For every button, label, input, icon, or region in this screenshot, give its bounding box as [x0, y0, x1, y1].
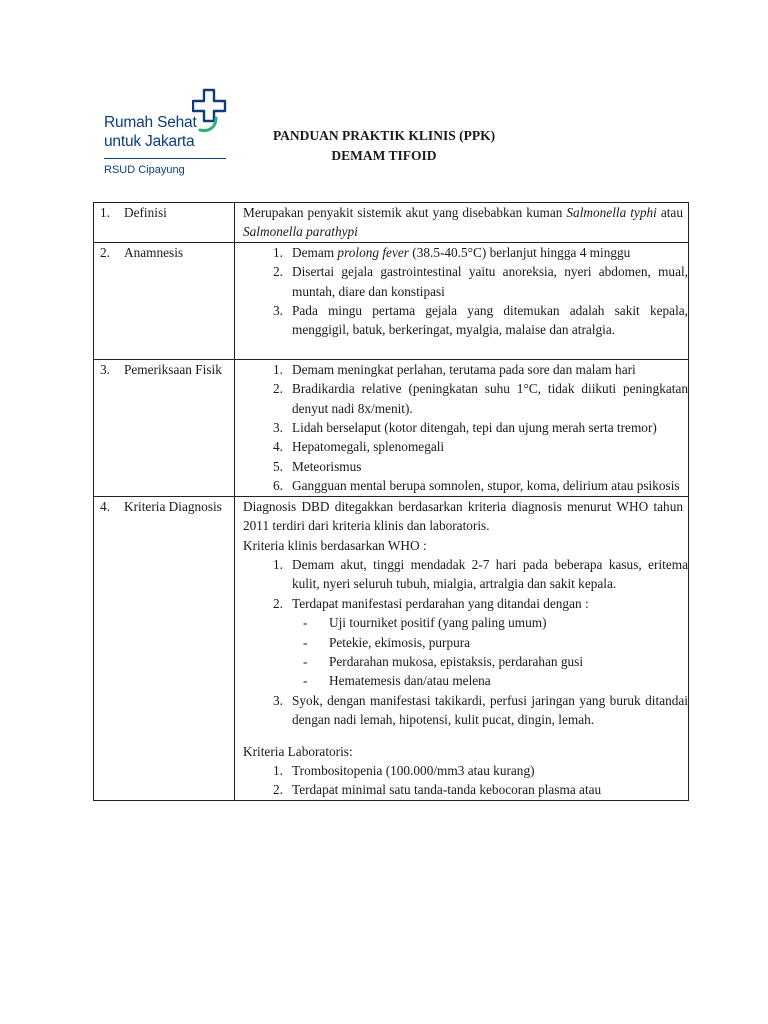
row-content-cell — [235, 203, 689, 243]
table-row-anamnesis — [94, 242, 689, 359]
sub-item-text: Petekie, ekimosis, purpura — [329, 634, 471, 650]
definition-italic-2: Salmonella parathypi — [243, 224, 358, 240]
logo-subtitle: RSUD Cipayung — [104, 164, 185, 176]
item-text: Lidah berselaput (kotor ditengah, tepi dan ujung merah serta tremor) — [292, 420, 657, 436]
sublist-item: - Hematemesis dan/atau melena — [303, 671, 688, 690]
row-number: 2. — [100, 244, 110, 260]
row-label: Kriteria Diagnosis — [124, 498, 222, 514]
item-text: Gangguan mental berupa somnolen, stupor, koma, delirium atau psikosis — [292, 478, 680, 494]
definition-pre: Merupakan penyakit sistemik akut yang disebabkan kuman — [243, 205, 567, 220]
row-content-cell — [235, 242, 689, 359]
kriteria-klinis-list — [235, 555, 688, 613]
sublist-item: - Uji tourniket positif (yang paling umum) — [303, 613, 688, 632]
pemeriksaan-list — [235, 360, 688, 496]
list-item: 2. Disertai gejala gastrointestinal yaitu anoreksia, nyeri abdomen, mual, muntah, diare dan konstipasi — [259, 262, 688, 301]
list-item: 5. Meteorismus — [259, 457, 688, 476]
item-text: Hepatomegali, splenomegali — [292, 439, 445, 455]
kriteria-lab-heading: Kriteria Laboratoris: — [243, 743, 353, 759]
item-text: Demam meningkat perlahan, terutama pada sore dan malam hari — [292, 361, 636, 377]
list-item: 4. Hepatomegali, splenomegali — [259, 437, 688, 456]
item-text: Demam akut, tinggi mendadak 2-7 hari pada beberapa kasus, eritema kulit, nyeri seluruh tubuh, mialgia, artralgia dan sakit kepala. — [292, 556, 688, 592]
list-item: 2. Bradikardia relative (peningkatan suhu 1°C, tidak diikuti peningkatan denyut nadi 8x/menit). — [259, 379, 688, 418]
row-label: Definisi — [124, 205, 167, 220]
sub-item-text: Perdarahan mukosa, epistaksis, perdarahan gusi — [329, 653, 584, 669]
list-item: 3. Pada mingu pertama gejala yang ditemukan adalah sakit kepala, menggigil, batuk, berkeringat, myalgia, malaise dan atralgia. — [259, 301, 688, 340]
item-text: Disertai gejala gastrointestinal yaitu anoreksia, nyeri abdomen, mual, muntah, diare dan konstipasi — [292, 264, 688, 299]
item-text: Syok, dengan manifestasi takikardi, perfusi jaringan yang buruk ditandai dengan nadi lemah, hipotensi, kulit pucat, dingin, lemah. — [292, 692, 688, 728]
sublist-item: - Petekie, ekimosis, purpura — [303, 633, 688, 652]
list-item: 1. Trombositopenia (100.000/mm3 atau kurang) — [259, 761, 688, 780]
list-item: 1. Demam prolong fever (38.5-40.5°C) berlanjut hingga 4 minggu — [273, 244, 631, 260]
list-item: 3. Syok, dengan manifestasi takikardi, perfusi jaringan yang buruk ditandai dengan nadi lemah, hipotensi, kulit pucat, dingin, lemah. — [259, 691, 688, 730]
kriteria-klinis-heading: Kriteria klinis berdasarkan WHO : — [243, 537, 427, 553]
item-text: Meteorismus — [292, 458, 362, 474]
row-label-cell — [94, 496, 235, 800]
table-row-pemeriksaan-fisik — [94, 359, 689, 496]
row-label: Pemeriksaan Fisik — [124, 361, 222, 377]
document-title: PANDUAN PRAKTIK KLINIS (PPK) — [272, 128, 496, 143]
item-text: Terdapat minimal satu tanda-tanda kebocoran plasma atau — [292, 782, 602, 798]
row-label-cell — [94, 359, 235, 496]
kriteria-lab-list — [235, 761, 688, 800]
definition-mid: atau — [656, 205, 683, 220]
list-item: 1. Demam meningkat perlahan, terutama pada sore dan malam hari — [259, 360, 688, 379]
row-label: Anamnesis — [124, 244, 184, 260]
anamnesis-list — [235, 243, 688, 340]
logo-line-1: Rumah Sehat — [104, 114, 197, 131]
kriteria-intro: Diagnosis DBD ditegakkan berdasarkan kriteria diagnosis menurut WHO tahun 2011 terdiri dari kriteria klinis dan laboratoris. — [243, 498, 683, 534]
item-text: Bradikardia relative (peningkatan suhu 1°C, tidak diikuti peningkatan denyut nadi 8x/menit). — [292, 381, 688, 416]
sub-item-text: Hematemesis dan/atau melena — [329, 673, 491, 689]
definition-text — [235, 203, 688, 242]
sub-item-text: Uji tourniket positif (yang paling umum) — [329, 615, 547, 631]
table-row-kriteria-diagnosis — [94, 496, 689, 800]
list-item: 6. Gangguan mental berupa somnolen, stupor, koma, delirium atau psikosis — [259, 476, 688, 495]
document-subtitle: DEMAM TIFOID — [331, 148, 437, 163]
kriteria-klinis-list-cont — [235, 691, 688, 730]
row-content-cell — [235, 359, 689, 496]
row-content-cell — [235, 496, 689, 800]
definition-italic-1: Salmonella typhi — [566, 205, 657, 220]
list-item: 2. Terdapat manifestasi perdarahan yang ditandai dengan : — [259, 594, 688, 613]
table-row-definisi — [94, 203, 689, 243]
item-text: Trombositopenia (100.000/mm3 atau kurang) — [292, 762, 535, 778]
row-number: 4. — [100, 498, 110, 514]
row-number: 1. — [100, 205, 110, 220]
item-text-italic: prolong fever — [337, 244, 409, 260]
logo-line-2: untuk Jakarta — [104, 133, 195, 150]
perdarahan-sublist — [235, 613, 688, 691]
item-text: Pada mingu pertama gejala yang ditemukan adalah sakit kepala, menggigil, batuk, berkeringat, myalgia, malaise dan atralgia. — [292, 303, 688, 338]
list-item: 2. Terdapat minimal satu tanda-tanda kebocoran plasma atau — [259, 780, 688, 799]
ppk-table — [93, 202, 689, 801]
list-item: 1. Demam akut, tinggi mendadak 2-7 hari pada beberapa kasus, eritema kulit, nyeri seluruh tubuh, mialgia, artralgia dan sakit kepala. — [259, 555, 688, 594]
item-text-post: (38.5-40.5°C) berlanjut hingga 4 minggu — [408, 244, 631, 260]
list-item: 3. Lidah berselaput (kotor ditengah, tepi dan ujung merah serta tremor) — [259, 418, 688, 437]
row-label-cell — [94, 203, 235, 243]
row-number: 3. — [100, 361, 110, 377]
item-text-pre: Demam — [292, 244, 338, 260]
row-label-cell — [94, 242, 235, 359]
sublist-item: - Perdarahan mukosa, epistaksis, perdarahan gusi — [303, 652, 688, 671]
item-text: Terdapat manifestasi perdarahan yang ditandai dengan : — [292, 595, 589, 611]
